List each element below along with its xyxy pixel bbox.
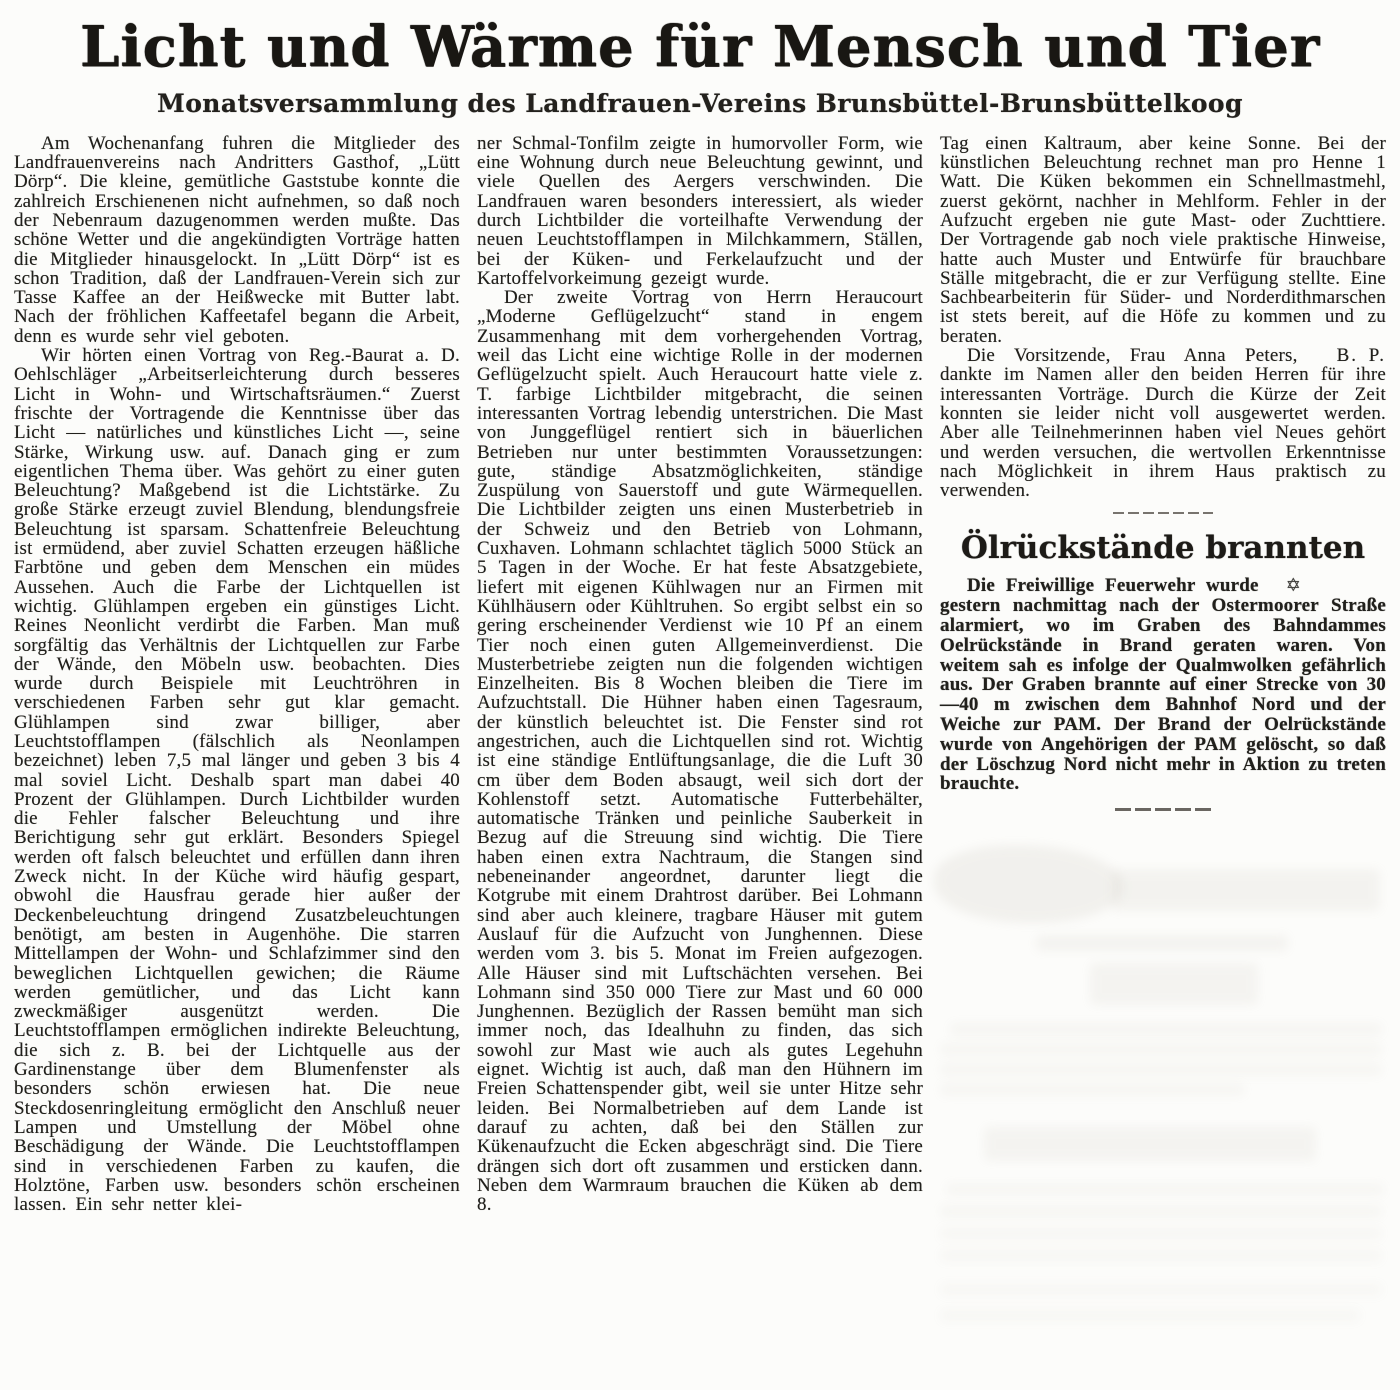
column-3	[940, 134, 1386, 1336]
article-end-divider	[1115, 808, 1211, 811]
end-star-icon: ✡	[1285, 575, 1301, 597]
paragraph-closing-thanks: B. P. Die Vorsitzende, Frau Anna Peters, dankte im Namen aller den beiden Herren für ihre interessanten Vorträge. Durch die Kürze der Zeit konnten sie leider nicht voll ausgewertet werden. Aber alle Teilnehmerinnen haben viel Neues gehört und werden versuchen, die wertvollen Erkenntnisse nach Möglichkeit in ihrem Haus praktisch zu verwenden.	[940, 345, 1386, 502]
article2-headline: Ölrückstände brannten	[960, 530, 1366, 567]
column-1	[14, 134, 460, 1215]
section-divider	[1113, 512, 1213, 514]
author-initials: B. P.	[1336, 345, 1386, 367]
column-layout	[14, 134, 1386, 1336]
paragraph-film-continuation: ner Schmal-Tonfilm zeigte in humorvoller Form, wie eine Wohnung durch neue Beleuchtung gewinnt, und viele Quellen des Aergers verschwinden. Die Landfrauen waren besonders interessiert, als wieder durch Lichtbilder die vorteilhafte Verwendung der neuen Leuchtstofflampen in Milchkammern, Ställen, bei der Küken- und Ferkelaufzucht und der Kartoffelvorkeimung gezeigt wurde.	[477, 132, 923, 289]
column-2	[477, 134, 923, 1215]
paragraph-lecture-heraucourt: Der zweite Vortrag von Herrn Heraucourt „Moderne Geflügelzucht“ stand in engem Zusammenhang mit dem vorhergehenden Vortrag, weil das Licht eine wichtige Rolle in der modernen Geflügelzucht spielt. Auch Heraucourt hatte viele z. T. farbige Lichtbilder mitgebracht, die seinen interessanten Vortrag lebendig unterstrichen. Die Mast von Junggeflügel rentiert sich in bäuerlichen Betrieben nur unter bestimmten Voraussetzungen: gute, ständige Absatzmöglichkeiten, ständige Zuspülung von Sauerstoff und gute Wärmequellen. Die Lichtbilder zeigten uns einen Musterbetrieb in der Schweiz und den Betrieb von Lohmann, Cuxhaven. Lohmann schlachtet täglich 5000 Stück an 5 Tagen in der Woche. Er hat feste Absatzgebiete, liefert mit eigenen Kühlwagen nur an Firmen mit Kühlhäusern oder Kühltruhen. So ergibt selbst ein so gering erscheinender Verdienst wie 10 Pf an einem Tier noch einen guten Allgemeinverdienst. Die Musterbetriebe zeigten nun die folgenden wichtigen Einzelheiten. Bis 8 Wochen bleiben die Tiere im Aufzuchtstall. Die Hühner haben einen Tagesraum, der künstlich beleuchtet ist. Die Fenster sind rot angestrichen, auch die Lichtquellen sind rot. Wichtig ist eine ständige Entlüftungsanlage, die die Luft 30 cm über dem Boden absaugt, weil sich dort der Kohlenstoff setzt. Automatische Futterbehälter, automatische Tränken und peinliche Sauberkeit in Bezug auf die Streuung sind wichtig. Die Tiere haben einen extra Nachtraum, die Stangen sind nebeneinander angeordnet, darunter liegt die Kotgrube mit einem Drahtrost darüber. Bei Lohmann sind aber auch kleinere, tragbare Häuser mit gutem Auslauf für die Aufzucht von Junghennen. Diese werden vom 3. bis 5. Monat im Freien aufgezogen. Alle Häuser sind mit Luftschächten versehen. Bei Lohmann sind 350 000 Tiere zur Mast und 60 000 Junghennen. Bezüglich der Rassen bemüht man sich immer noch, das Idealhuhn zu finden, das sich sowohl zur Mast wie auch als gutes Legehuhn eignet. Wichtig ist auch, daß man den Hühnern im Freien Schattenspender gibt, weil sie unter Hitze sehr leiden. Bei Normalbetrieben auf dem Lande ist darauf zu achten, daß bei den Ställen zur Kükenaufzucht die Ecken abgeschrägt sind. Die Tiere drängen sich dort oft zusammen und ersticken dann. Neben dem Warmraum brauchen die Küken ab dem 8.	[477, 287, 923, 1216]
article2-body: ✡ Die Freiwillige Feuerwehr wurde gestern nachmittag nach der Ostermoorer Straße alarmiert, wo im Graben des Bahndammes Oelrückstände in Brand geraten waren. Von weitem sah es infolge der Qualmwolken gefährlich aus. Der Graben brannte auf einer Strecke von 30—40 m zwischen dem Bahnhof Nord und der Weiche zur PAM. Der Brand der Oelrückstände wurde von Angehörigen der PAM gelöscht, so daß der Löschzug Nord nicht mehr in Aktion zu treten brauchte.	[940, 575, 1386, 795]
bleedthrough-block	[984, 1127, 1316, 1161]
bleedthrough-block	[934, 845, 1124, 923]
article-headline: Licht und Wärme für Mensch und Tier	[79, 14, 1321, 80]
bleedthrough-block	[950, 1023, 1382, 1036]
paragraph-opening: Am Wochenanfang fuhren die Mitglieder des Landfrauenvereins nach Andritters Gasthof, „Lütt Dörp“. Die kleine, gemütliche Gaststube konnte die zahlreich Erschienenen nicht aufnehmen, so daß noch der Nebenraum dazugenommen werden mußte. Das schöne Wetter und die angekündigten Vorträge hatten die Mitglieder hinausgelockt. In „Lütt Dörp“ ist es schon Tradition, daß der Landfrauen-Verein sich zur Tasse Kaffee an der Heißwecke mit Butter labt. Nach der fröhlichen Kaffeetafel begann die Arbeit, denn es wurde sehr viel geboten.	[14, 132, 460, 347]
bleedthrough-block	[940, 1227, 1382, 1240]
bleedthrough-block	[1112, 869, 1380, 911]
bleedthrough-block	[1090, 963, 1258, 1005]
article-subheadline: Monatsversammlung des Landfrauen-Vereins Brunsbüttel-Brunsbüttelkoog	[157, 88, 1243, 118]
bleedthrough-block	[940, 1309, 1360, 1322]
reverse-side-bleedthrough	[940, 831, 1386, 1336]
bleedthrough-block	[940, 1083, 1245, 1096]
bleedthrough-block	[940, 1283, 1382, 1296]
paragraph-lecture-oehlschlaeger: Wir hörten einen Vortrag von Reg.-Baurat a. D. Oehlschläger „Arbeitserleichterung durch besseres Licht in Wohn- und Wirtschaftsräumen.“ Zuerst frischte der Vortragende die Kenntnisse über das Licht — natürliches und künstliches Licht —, seine Stärke, Wirkung usw. auf. Danach ging er zum eigentlichen Thema über. Was gehört zu einer guten Beleuchtung? Maßgebend ist die Lichtstärke. Zu große Stärke erzeugt zuviel Blendung, blendungsfreie Beleuchtung ist sparsam. Schattenfreie Beleuchtung ist ermüdend, aber zuviel Schatten erzeugen häßliche Farbtöne und geben dem Menschen ein müdes Aussehen. Auch die Farbe der Lichtquellen ist wichtig. Glühlampen ergeben ein günstiges Licht. Reines Neonlicht verdirbt die Farben. Man muß sorgfältig das Verhältnis der Lichtquellen zur Farbe der Wände, den Möbeln usw. beobachten. Dies wurde durch Beispiele mit Leuchtröhren in verschiedenen Farben sehr gut klar gemacht. Glühlampen sind zwar billiger, aber Leuchtstofflampen (fälschlich als Neonlampen bezeichnet) leben 7,5 mal länger und geben 3 bis 4 mal soviel Licht. Deshalb spart man dabei 40 Prozent der Glühlampen. Durch Lichtbilder wurden die Fehler falscher Beleuchtung und ihre Berichtigung sehr gut erklärt. Besonders Spiegel werden oft falsch beleuchtet und erfüllen dann ihren Zweck nicht. In der Küche wird häufig gespart, obwohl die Hausfrau gerade hier außer der Deckenbeleuchtung dringend Zusatzbeleuchtungen benötigt, am besten in Augenhöhe. Die starren Mittellampen der Wohn- und Schlafzimmer sind den beweglichen Lichtquellen gewichen; die Räume werden gemütlicher, und das Licht kann zweckmäßiger ausgenützt werden. Die Leuchtstofflampen ermöglichen indirekte Beleuchtung, die sich z. B. bei der Lichtquelle aus der Gardinenstange über dem Blumenfenster als besonders schön erwiesen hat. Die neue Steckdosenringleitung ermöglicht den Anschluß neuer Lampen und Umstellung der Möbel ohne Beschädigung der Wände. Die Leuchtstofflampen sind in verschiedenen Farben zu kaufen, die Holztöne, Farben usw. besonders schön erscheinen lassen. Ein sehr netter klei-	[14, 345, 460, 1216]
bleedthrough-block	[940, 1043, 1382, 1056]
bleedthrough-block	[1036, 935, 1288, 951]
bleedthrough-block	[940, 1063, 1382, 1076]
paragraph-poultry-continuation: Tag einen Kaltraum, aber keine Sonne. Bei der künstlichen Beleuchtung rechnet man pro Henne 1 Watt. Die Küken bekommen ein Schnellmastmehl, zuerst gekörnt, nachher in Mehlform. Fehler in der Aufzucht ergeben nie gute Mast- oder Zuchttiere. Der Vortragende gab noch viele praktische Hinweise, hatte auch Muster und Entwürfe für brauchbare Ställe mitgebracht, die er zur Verfügung stellte. Eine Sachbearbeiterin für Süder- und Norderdithmarschen ist stets bereit, auf die Höfe zu kommen und zu beraten.	[940, 132, 1386, 347]
bleedthrough-block	[940, 1205, 1382, 1218]
bleedthrough-block	[940, 1249, 1382, 1262]
bleedthrough-block	[946, 1183, 1384, 1196]
